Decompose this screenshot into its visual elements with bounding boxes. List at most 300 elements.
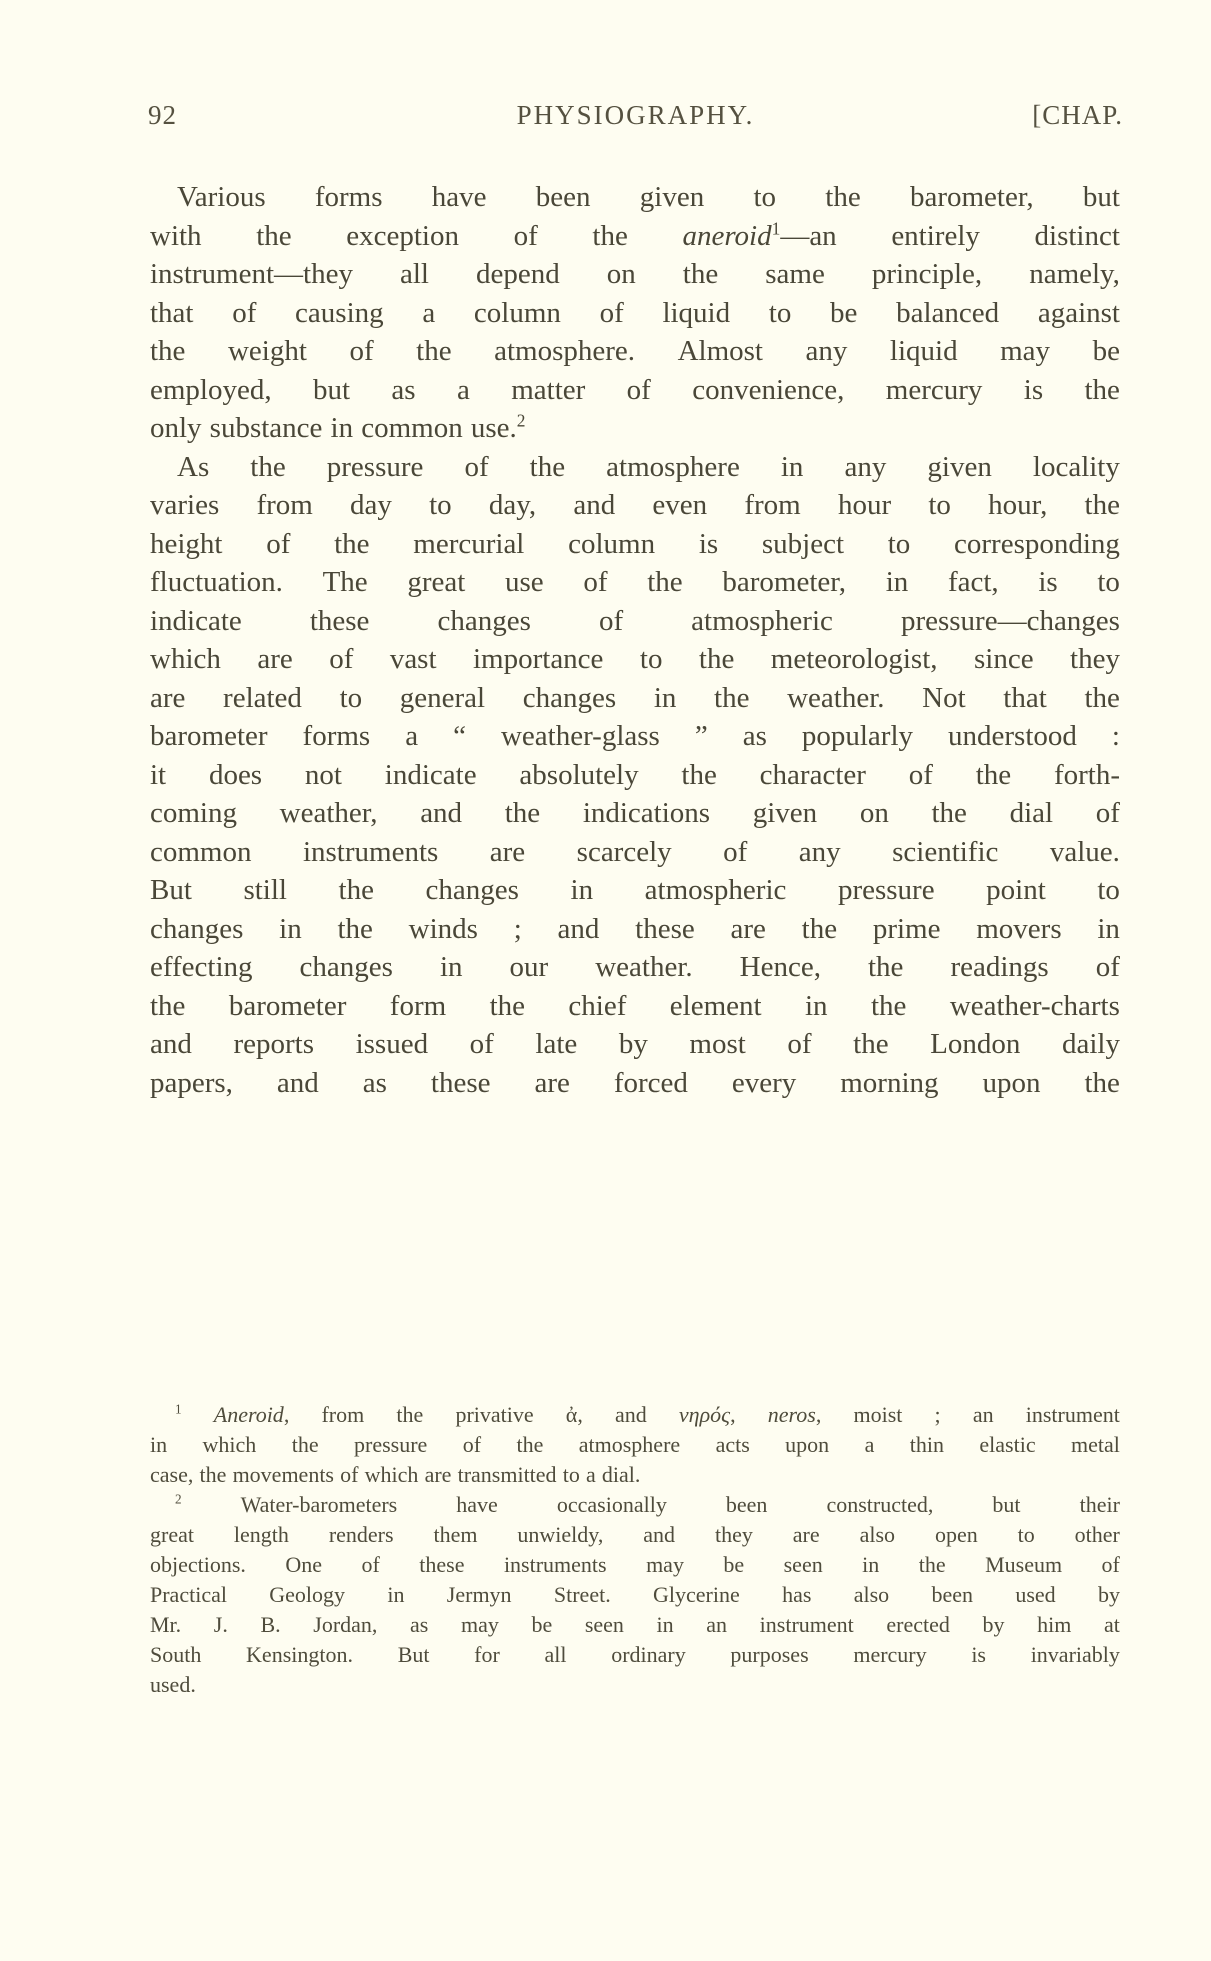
text: pressure (326, 450, 424, 483)
text: in (653, 681, 677, 714)
word (150, 1550, 246, 1580)
word (461, 1610, 499, 1640)
word (892, 833, 998, 872)
text: been (535, 181, 591, 213)
text: the (504, 797, 541, 829)
word (805, 987, 828, 1026)
text: in (1097, 912, 1120, 945)
word (150, 255, 353, 294)
text: The (322, 566, 368, 598)
word (1071, 1430, 1120, 1460)
word (501, 717, 660, 756)
word (250, 448, 285, 487)
text: ἀ, (565, 1402, 583, 1427)
word (611, 1640, 686, 1670)
text: that (1003, 681, 1047, 714)
word (260, 1610, 280, 1640)
text: day, (488, 489, 537, 521)
text: with (150, 219, 202, 252)
text: convenience, (692, 373, 845, 406)
word (787, 1025, 811, 1064)
word (948, 563, 999, 602)
word (723, 1550, 744, 1580)
word (891, 217, 980, 256)
text: of (908, 758, 933, 791)
word (457, 371, 470, 410)
text: upon (982, 1066, 1041, 1099)
word (514, 910, 522, 949)
word (592, 217, 627, 256)
word (277, 1064, 319, 1103)
body-line (150, 640, 1120, 679)
word (405, 717, 418, 756)
word (1070, 640, 1120, 679)
text: erected (886, 1612, 950, 1637)
text: him (1037, 1612, 1072, 1637)
text: J. (213, 1612, 228, 1637)
text: of (723, 835, 748, 868)
text: case, (150, 1462, 194, 1487)
text: mercury (853, 1642, 927, 1667)
word (802, 717, 913, 756)
text: which (364, 1462, 419, 1487)
word (150, 332, 185, 371)
body-line (150, 833, 1120, 872)
body-line (150, 910, 1120, 949)
word (583, 794, 710, 833)
text: the (714, 681, 750, 714)
word (416, 332, 451, 371)
text: the (338, 874, 374, 906)
text: the (801, 912, 838, 945)
word (762, 525, 844, 564)
word (269, 1580, 345, 1610)
text: of (1101, 1552, 1120, 1577)
text: element (669, 989, 762, 1022)
text: and (276, 1066, 319, 1099)
word (722, 563, 846, 602)
word (422, 294, 435, 333)
footnote-line (150, 1520, 1120, 1550)
word (579, 1430, 680, 1460)
text: depend (476, 258, 560, 290)
text: day (350, 489, 392, 521)
word (150, 1670, 196, 1700)
word (566, 1400, 583, 1430)
word (391, 371, 415, 410)
text: the (1084, 373, 1120, 406)
text: late (535, 1028, 578, 1060)
word (840, 1064, 938, 1103)
word (279, 910, 302, 949)
word (516, 1430, 543, 1460)
word (175, 1400, 182, 1430)
word (150, 871, 192, 910)
text: and (557, 912, 600, 945)
body-line (150, 717, 1120, 756)
text: the (853, 1028, 889, 1060)
text: Hence, (739, 951, 821, 983)
text: on (606, 258, 636, 290)
text: the (489, 989, 526, 1022)
word (447, 1580, 512, 1610)
text: is (1038, 566, 1058, 598)
text: understood (948, 720, 1077, 752)
word (150, 756, 166, 795)
body-line (150, 679, 1120, 718)
word (838, 871, 935, 910)
word (1015, 1580, 1055, 1610)
word (361, 409, 463, 448)
word (1085, 486, 1120, 525)
text: movers (976, 912, 1062, 945)
text: barometer, (722, 566, 846, 598)
word (177, 178, 266, 217)
word (976, 756, 1011, 795)
text: Not (922, 681, 966, 714)
word (150, 1640, 201, 1670)
footnote-line (150, 1670, 1120, 1700)
footnote-line (150, 1580, 1120, 1610)
text: as (362, 1066, 387, 1099)
text: and (614, 1402, 647, 1427)
word (356, 1025, 429, 1064)
word (455, 1400, 533, 1430)
text: changes (150, 912, 244, 945)
text: the (647, 566, 683, 598)
text: liquid (662, 296, 731, 329)
text: use. (470, 412, 517, 444)
footnote-line (150, 1610, 1120, 1640)
word (350, 486, 392, 525)
word (954, 525, 1120, 564)
word (1080, 1490, 1120, 1520)
word (305, 756, 342, 795)
text: ; (934, 1402, 941, 1427)
word (510, 948, 549, 987)
text: given (927, 450, 992, 483)
text: are (489, 835, 526, 868)
word (474, 1640, 500, 1670)
word (568, 987, 626, 1026)
word (973, 1400, 994, 1430)
word (463, 1430, 481, 1460)
word (1104, 1610, 1120, 1640)
word (209, 756, 262, 795)
text: of (787, 1028, 812, 1060)
word (150, 987, 185, 1026)
word (599, 602, 623, 641)
text: pressure—changes (900, 604, 1120, 637)
body-line (150, 178, 1120, 217)
word (363, 1064, 387, 1103)
text: of (340, 1462, 359, 1487)
text: scientific (892, 835, 999, 868)
text: these (309, 604, 370, 637)
text: of (626, 373, 651, 406)
text: the (1084, 489, 1120, 521)
text: dial (1009, 797, 1054, 829)
text: the (250, 450, 286, 483)
word (577, 833, 672, 872)
text: they (1070, 643, 1120, 675)
word (865, 1430, 875, 1460)
word (1038, 563, 1057, 602)
word (935, 1520, 978, 1550)
text: at (1103, 1612, 1120, 1637)
text: since (973, 643, 1034, 675)
text: Almost (677, 335, 763, 367)
word (150, 1025, 192, 1064)
text: chief (568, 989, 627, 1022)
word (150, 794, 237, 833)
word (365, 1460, 419, 1490)
word (862, 1550, 879, 1580)
text: great (150, 1522, 194, 1547)
text: value. (1049, 835, 1120, 868)
text: the (337, 912, 373, 945)
word (458, 1460, 557, 1490)
word (982, 1064, 1040, 1103)
text: them (433, 1522, 478, 1547)
text: has (782, 1582, 812, 1607)
word (339, 871, 374, 910)
body-line (150, 525, 1120, 564)
text: an (972, 1402, 994, 1427)
text: every (731, 1066, 797, 1099)
text: matter (511, 373, 586, 406)
text: of (1095, 797, 1120, 829)
text: by (618, 1028, 648, 1060)
text: column (473, 296, 561, 329)
word (228, 332, 307, 371)
word (826, 1490, 933, 1520)
text: a (456, 373, 470, 406)
text: popularly (801, 720, 914, 752)
text: importance (472, 643, 604, 675)
word (243, 871, 287, 910)
word (300, 948, 393, 987)
word (327, 448, 424, 487)
word (471, 409, 526, 448)
word (753, 794, 817, 833)
word (992, 1490, 1020, 1520)
word (873, 910, 941, 949)
text: changes (437, 604, 531, 637)
text: upon (785, 1432, 830, 1457)
footnote-line (150, 1640, 1120, 1670)
text: the (1084, 681, 1120, 714)
word (654, 679, 677, 718)
text: atmospheric (644, 874, 787, 906)
text: against (1037, 296, 1120, 329)
word (433, 1520, 477, 1550)
word (886, 1610, 950, 1640)
word (699, 525, 718, 564)
word (150, 1610, 181, 1640)
word (177, 448, 209, 487)
word (838, 486, 891, 525)
text: column (568, 527, 656, 560)
text: in (330, 412, 354, 444)
text: constructed, (826, 1492, 934, 1517)
text: in (150, 1432, 168, 1457)
text: changes (299, 951, 393, 983)
word (150, 910, 243, 949)
text: and (150, 1028, 192, 1060)
text: exception (346, 219, 459, 252)
text: to (1097, 874, 1120, 906)
text: renders (328, 1522, 394, 1547)
text: are (534, 1066, 570, 1099)
text: mercurial (413, 527, 525, 560)
text: by (1097, 1582, 1120, 1607)
text: Jermyn (446, 1582, 512, 1607)
word (349, 332, 373, 371)
text: is (698, 527, 719, 560)
word (337, 910, 372, 949)
word (802, 910, 837, 949)
text: our (509, 951, 549, 983)
text: be (531, 1612, 553, 1637)
word (645, 871, 787, 910)
word (329, 1520, 394, 1550)
word (614, 1064, 688, 1103)
text: a (864, 1432, 875, 1457)
word (440, 948, 463, 987)
text: instrument (1025, 1402, 1120, 1427)
text: varies (150, 489, 220, 521)
text: acts (715, 1432, 750, 1457)
word (390, 640, 437, 679)
text: the (396, 1402, 424, 1427)
text: the (868, 951, 904, 983)
text: the (199, 1462, 227, 1487)
text: which (150, 643, 221, 675)
text: papers, (150, 1066, 233, 1099)
text: a (422, 296, 436, 329)
word (285, 1550, 322, 1580)
word (635, 910, 695, 949)
word (470, 1025, 494, 1064)
word (203, 1430, 257, 1460)
text: of (462, 1432, 482, 1457)
text: in (387, 1582, 405, 1607)
text: weather. (787, 681, 885, 714)
word (246, 1640, 353, 1670)
text: metal (1071, 1432, 1120, 1457)
text: forms (302, 720, 371, 752)
text: in (885, 566, 909, 598)
text: distinct (1034, 219, 1120, 252)
text: also (859, 1522, 896, 1547)
text: dial. (601, 1462, 641, 1487)
word (229, 987, 347, 1026)
body-line (150, 794, 1120, 833)
word (1033, 448, 1120, 487)
text: substance (209, 412, 323, 444)
word (930, 1025, 1020, 1064)
word (860, 794, 889, 833)
word (583, 563, 607, 602)
word (715, 1520, 753, 1550)
word (844, 448, 886, 487)
text: weather-charts (949, 989, 1120, 1022)
word (909, 756, 933, 795)
text: as (391, 373, 416, 406)
word (519, 756, 638, 795)
text: pressure (837, 874, 935, 906)
footnote-marker: 1 (771, 217, 781, 238)
word (150, 294, 194, 333)
word (652, 486, 707, 525)
word (910, 1430, 944, 1460)
text: ; (513, 912, 522, 945)
word (585, 1610, 624, 1640)
text: balanced (896, 296, 1000, 329)
word (505, 794, 540, 833)
body-line (150, 217, 1120, 256)
word (679, 1400, 736, 1430)
word (886, 563, 909, 602)
word (974, 640, 1034, 679)
word (531, 1610, 552, 1640)
word (150, 1520, 194, 1550)
body-line (150, 255, 1120, 294)
word (396, 1400, 423, 1430)
word (1038, 294, 1120, 333)
text: be (723, 1552, 745, 1577)
word (429, 486, 452, 525)
text: daily (1061, 1028, 1120, 1060)
text: corresponding (954, 527, 1120, 560)
word (504, 1550, 607, 1580)
text: , (815, 1402, 822, 1427)
text: the (918, 1552, 946, 1577)
body-line (150, 332, 1120, 371)
word (853, 1640, 926, 1670)
text: to (768, 296, 792, 329)
text: form (389, 989, 447, 1022)
word (886, 371, 983, 410)
word (340, 1460, 358, 1490)
text: vast (389, 643, 437, 675)
text: general (399, 681, 486, 714)
word (744, 486, 800, 525)
word (1035, 217, 1120, 256)
text: atmospheric (691, 604, 833, 637)
word (695, 717, 708, 756)
word (410, 1610, 428, 1640)
word (657, 1610, 674, 1640)
text: Water-barometers (240, 1492, 398, 1517)
text: it (150, 758, 167, 791)
word (303, 717, 371, 756)
word (431, 1064, 491, 1103)
text: the (291, 1432, 319, 1457)
text: related (223, 681, 302, 714)
word (692, 371, 844, 410)
text: on (859, 797, 889, 829)
word (699, 640, 734, 679)
word (517, 1520, 603, 1550)
text: the (870, 989, 907, 1022)
word (329, 640, 353, 679)
text: —an (780, 219, 837, 252)
text: a (586, 1462, 596, 1487)
text: instrument—they (150, 258, 353, 290)
text: winds (408, 912, 478, 945)
